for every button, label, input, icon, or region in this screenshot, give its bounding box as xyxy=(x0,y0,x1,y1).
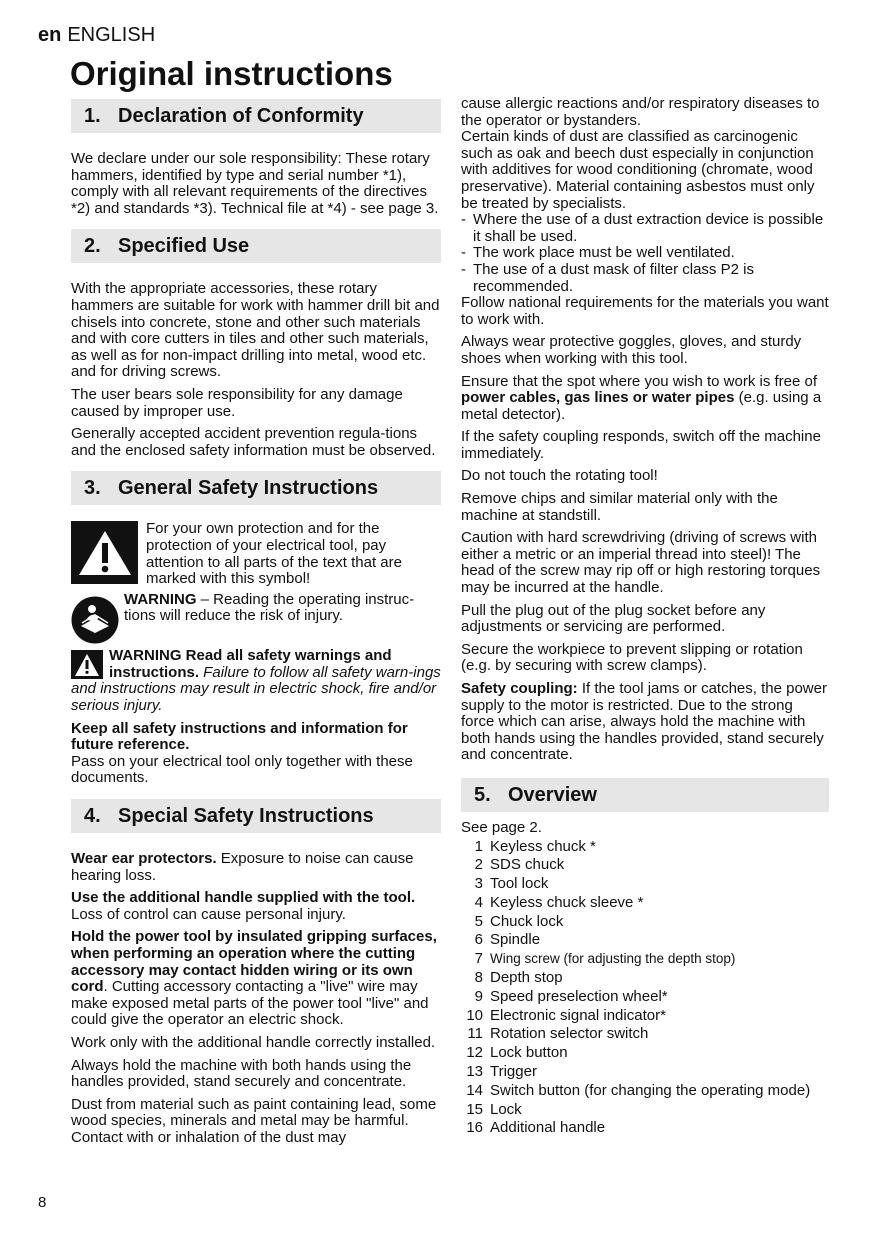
item-number: 4 xyxy=(474,893,483,911)
section-special-safety xyxy=(71,799,441,1147)
item-number: 6 xyxy=(474,931,483,949)
paragraph: Certain kinds of dust are classified as carcinogenic such as oak and beech dust especially in conjunction with additives for wood conditioning (chromate, wood preservative). Material containing asbestos must only be treated by specialists. xyxy=(461,128,815,212)
overview-item xyxy=(461,914,829,931)
item-label: Keyless chuck sleeve * xyxy=(490,893,644,911)
paragraph xyxy=(71,890,441,923)
overview-item xyxy=(461,932,829,949)
paragraph: Always wear protective goggles, gloves, and sturdy shoes when working with this tool. xyxy=(461,333,802,367)
item-label: Wing screw (for adjusting the depth stop) xyxy=(490,951,736,967)
section-header xyxy=(461,778,829,812)
section-header xyxy=(71,799,441,833)
language-code: en xyxy=(38,24,62,46)
overview-item xyxy=(461,951,829,968)
overview-intro: See page 2. xyxy=(461,818,542,836)
bold-lead: Safety coupling: xyxy=(461,680,578,697)
paragraph: We declare under our sole responsibility: These rotary hammers, identified by type and serial number *1), comply with all relevant requirements of the directives *2) and standards *3). Technical file at *4) - see page 3. xyxy=(71,150,439,217)
section-header xyxy=(71,229,441,263)
section-number: 2. xyxy=(84,235,101,258)
keep-instructions xyxy=(71,721,441,787)
bold-phrase: power cables, gas lines or water pipes xyxy=(461,389,735,407)
section-title: Specified Use xyxy=(118,235,250,258)
overview-item xyxy=(461,1120,829,1137)
safety-warning-paragraph xyxy=(71,648,441,714)
bold-lead: Wear ear protectors. xyxy=(71,850,217,868)
keep-heading: Keep all safety instructions and information for future reference. xyxy=(71,719,408,754)
bold-lead: Hold the power tool by insulated gripping surfaces, when performing an operation where the cutting accessory may contact hidden wiring or its own cord xyxy=(71,928,437,996)
item-label: Spindle xyxy=(490,931,541,949)
paragraph: Pull the plug out of the plug socket before any adjustments or servicing are performed. xyxy=(461,601,766,636)
body-text: Ensure that the spot where you wish to work is free of xyxy=(461,372,818,390)
item-number: 14 xyxy=(466,1081,483,1099)
item-label: Trigger xyxy=(490,1062,537,1080)
overview-item xyxy=(461,1045,829,1062)
section-title: Special Safety Instructions xyxy=(118,804,374,827)
paragraph xyxy=(461,374,829,424)
warning-heading: WARNING Read all safety warnings and instructions. xyxy=(109,647,392,681)
dash-text: The work place must be well ventilated. xyxy=(473,244,735,262)
item-number: 13 xyxy=(466,1062,483,1080)
language-label xyxy=(38,24,155,46)
section-header xyxy=(71,99,441,133)
overview-item xyxy=(461,839,829,856)
item-number: 15 xyxy=(466,1100,483,1118)
paragraph: With the appropriate accessories, these rotary hammers are suitable for work with hammer drill bit and chisels into concrete, stone and other such materials and with core cutters in tiles and other such materials, as well as for non-impact drilling into metal, wood etc. and for driving screws. xyxy=(71,280,440,381)
bold-lead: Use the additional handle supplied with the tool. xyxy=(71,889,416,907)
keep-body: Pass on your electrical tool only together with these documents. xyxy=(71,752,413,787)
section-number: 4. xyxy=(84,804,101,827)
paragraph: Do not touch the rotating tool! xyxy=(461,467,658,485)
overview-list xyxy=(461,839,829,1137)
section-declaration xyxy=(71,99,441,217)
body-text: (e.g. using a metal detector). xyxy=(461,389,822,423)
warning-body: – Reading the operating instruc-tions will reduce the risk of injury. xyxy=(124,590,415,625)
paragraph: The user bears sole responsibility for any damage caused by improper use. xyxy=(71,385,403,420)
section-header xyxy=(71,471,441,505)
item-label: Depth stop xyxy=(490,969,563,987)
item-number: 11 xyxy=(467,1025,483,1043)
item-number: 9 xyxy=(474,987,483,1005)
item-label: Rotation selector switch xyxy=(490,1025,649,1043)
page-number: 8 xyxy=(38,1194,47,1211)
warning-text xyxy=(124,592,441,649)
overview-item xyxy=(461,1008,829,1025)
warning-symbol-row xyxy=(71,521,441,587)
item-number: 2 xyxy=(474,856,483,874)
item-label: Switch button (for changing the operating mode) xyxy=(490,1081,811,1099)
warning-label: WARNING xyxy=(124,590,197,608)
overview-item xyxy=(461,970,829,987)
item-label: Chuck lock xyxy=(490,912,564,930)
paragraph: Work only with the additional handle correctly installed. xyxy=(71,1033,436,1051)
overview-item xyxy=(461,895,829,912)
right-column xyxy=(461,96,829,1149)
overview-item xyxy=(461,1026,829,1043)
paragraph xyxy=(71,929,441,1029)
item-label: Tool lock xyxy=(490,875,549,893)
overview-item xyxy=(461,1102,829,1119)
item-label: Speed preselection wheel* xyxy=(490,987,668,1005)
paragraph: Secure the workpiece to prevent slipping or rotation (e.g. by securing with screw clamps). xyxy=(461,640,803,675)
body-text: . Cutting accessory contacting a "live" wire may make exposed metal parts of the power tool "live" and could give the operator an electric shock. xyxy=(71,978,429,1029)
item-number: 16 xyxy=(466,1119,483,1137)
warning-consequence: Failure to follow all safety warn-ings and instructions may result in electric shock, fire and/or serious injury. xyxy=(71,663,441,715)
dash-text: Where the use of a dust extraction device is possible it shall be used. xyxy=(473,211,824,245)
symbol-text: For your own protection and for the protection of your electrical tool, pay attention to all parts of the text that are marked with this symbol! xyxy=(146,520,402,588)
item-number: 10 xyxy=(466,1006,483,1024)
section-number: 3. xyxy=(84,477,101,500)
warning-triangle-icon xyxy=(71,521,138,584)
section-title: General Safety Instructions xyxy=(118,477,379,500)
item-label: Lock xyxy=(490,1100,522,1118)
overview-item xyxy=(461,857,829,874)
section-title: Declaration of Conformity xyxy=(118,104,364,127)
item-number: 5 xyxy=(474,912,483,930)
section-specified-use xyxy=(71,229,441,459)
dash-item: - Where the use of a dust extraction device is possible it shall be used. xyxy=(461,212,829,245)
paragraph: Generally accepted accident prevention regula-tions and the enclosed safety information must be observed. xyxy=(71,425,436,459)
paragraph xyxy=(461,681,829,764)
dash-text: The use of a dust mask of filter class P2 is recommended. xyxy=(473,260,754,295)
item-number: 12 xyxy=(466,1044,483,1062)
item-number: 8 xyxy=(474,969,483,987)
section-number: 1. xyxy=(84,104,101,127)
paragraph: Follow national requirements for the materials you want to work with. xyxy=(461,294,829,328)
paragraph: Caution with hard screwdriving (driving of screws with either a metric or an imperial thread into steel)! The head of the screw may rip off or high restoring torques may be incurred at the handle. xyxy=(461,529,821,597)
section-overview xyxy=(461,778,829,1137)
section-number: 5. xyxy=(474,783,491,806)
left-column xyxy=(71,99,441,1159)
item-label: Additional handle xyxy=(490,1119,606,1137)
item-label: Lock button xyxy=(490,1044,568,1062)
dash-item: - The work place must be well ventilated. xyxy=(461,244,735,262)
item-number: 7 xyxy=(474,950,483,968)
item-number: 1 xyxy=(474,837,483,855)
paragraph: Always hold the machine with both hands using the handles provided, stand securely and concentrate. xyxy=(71,1056,412,1091)
body-text: Loss of control can cause personal injury. xyxy=(71,905,346,923)
body-text: Exposure to noise can cause hearing loss. xyxy=(71,850,414,884)
read-manual-row xyxy=(71,592,441,649)
body-text: If the tool jams or catches, the power supply to the motor is restricted. Due to the strong force which can arise, always hold the machine with both hands using the handles provided, stand securely and concentrate. xyxy=(461,680,827,764)
overview-item xyxy=(461,989,829,1006)
warning-triangle-icon xyxy=(71,650,103,679)
page-title: Original instructions xyxy=(70,55,393,92)
section-general-safety xyxy=(71,471,441,787)
overview-item xyxy=(461,1064,829,1081)
section-title: Overview xyxy=(508,783,597,806)
paragraph: Dust from material such as paint containing lead, some wood species, minerals and metal may be harmful. Contact with or inhalation of the dust may xyxy=(71,1095,437,1146)
item-label: Electronic signal indicator* xyxy=(490,1006,666,1024)
paragraph: Remove chips and similar material only with the machine at standstill. xyxy=(461,490,778,524)
language-name: ENGLISH xyxy=(67,24,156,46)
paragraph: cause allergic reactions and/or respiratory diseases to the operator or bystanders. xyxy=(461,95,820,129)
overview-item xyxy=(461,1083,829,1100)
item-number: 3 xyxy=(474,875,483,893)
paragraph: If the safety coupling responds, switch off the machine immediately. xyxy=(461,428,821,462)
paragraph xyxy=(71,851,441,884)
item-label: SDS chuck xyxy=(490,856,565,874)
dash-item: - The use of a dust mask of filter class P2 is recommended. xyxy=(461,262,829,295)
read-manual-icon xyxy=(71,596,119,649)
item-label: Keyless chuck * xyxy=(490,837,596,855)
overview-item xyxy=(461,876,829,893)
